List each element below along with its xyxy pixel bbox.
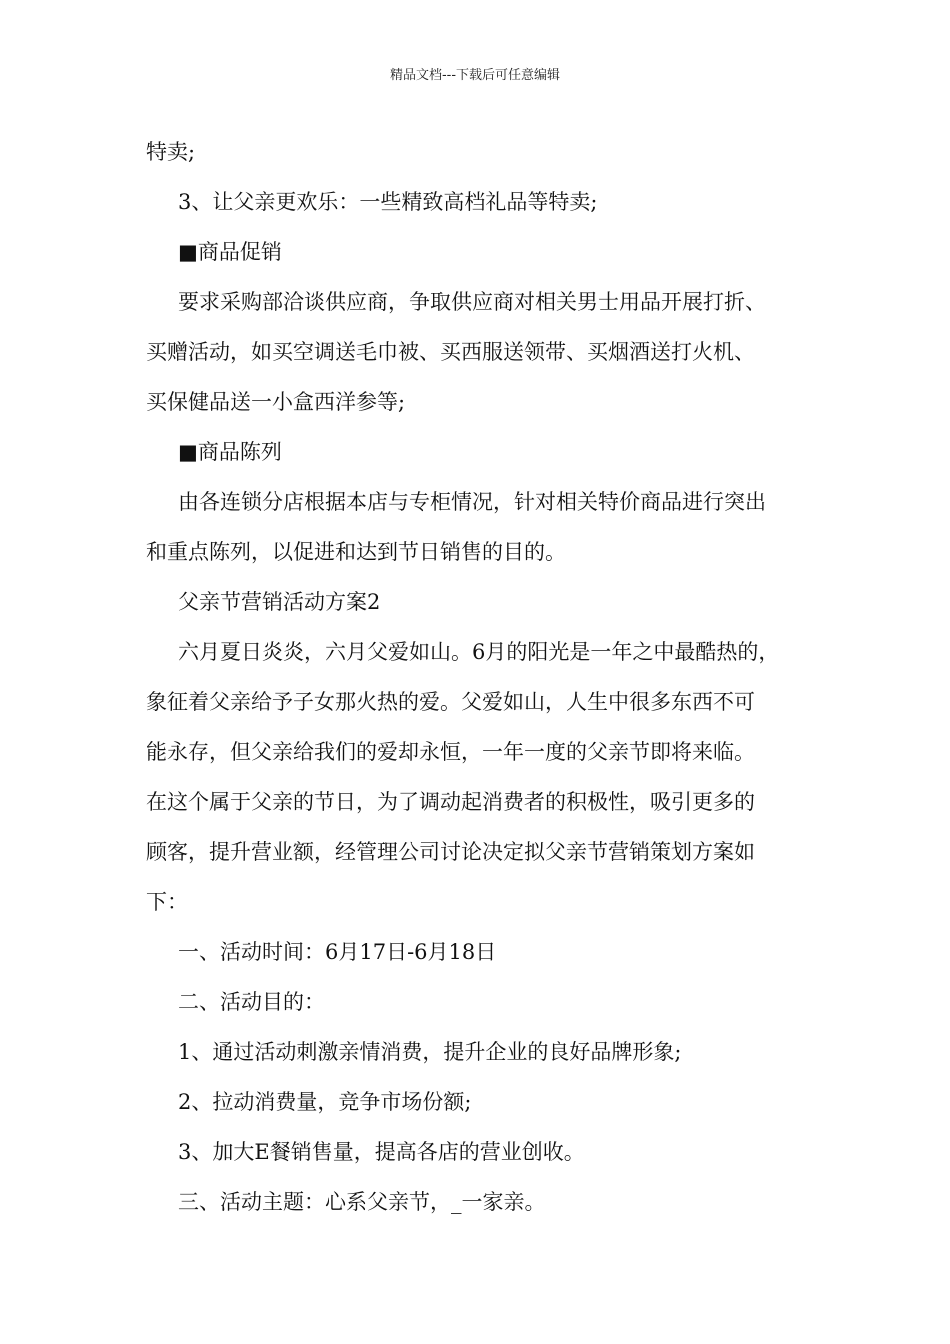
- text-line: 能永存，但父亲给我们的爱却永恒，一年一度的父亲节即将来临。: [146, 740, 755, 764]
- text-line: ■商品陈列: [178, 440, 282, 464]
- text-line: 三、活动主题：心系父亲节，_一家亲。: [178, 1190, 546, 1214]
- text-line: 3、加大E餐销售量，提高各店的营业创收。: [178, 1140, 585, 1164]
- text-line: 六月夏日炎炎，六月父爱如山。6月的阳光是一年之中最酷热的，: [178, 640, 780, 664]
- text-line: 由各连锁分店根据本店与专柜情况，针对相关特价商品进行突出: [178, 490, 766, 514]
- text-line: 顾客，提升营业额，经管理公司讨论决定拟父亲节营销策划方案如: [146, 840, 755, 864]
- page-header: 精品文档---下载后可任意编辑: [389, 68, 561, 83]
- text-line: 一、活动时间：6月17日-6月18日: [178, 940, 497, 964]
- text-line: 3、让父亲更欢乐：一些精致高档礼品等特卖;: [178, 190, 598, 214]
- text-line: 特卖;: [146, 140, 196, 164]
- text-line: 下：: [146, 890, 188, 914]
- text-line: 父亲节营销活动方案2: [178, 590, 381, 614]
- text-line: 要求采购部洽谈供应商，争取供应商对相关男士用品开展打折、: [178, 290, 766, 314]
- document-body: [146, 127, 808, 1227]
- text-line: ■商品促销: [178, 240, 282, 264]
- text-line: 和重点陈列，以促进和达到节日销售的目的。: [146, 540, 566, 564]
- text-line: 二、活动目的：: [178, 990, 325, 1014]
- text-line: 1、通过活动刺激亲情消费，提升企业的良好品牌形象;: [178, 1040, 682, 1064]
- text-line: 2、拉动消费量，竞争市场份额;: [178, 1090, 472, 1114]
- text-line: 买赠活动，如买空调送毛巾被、买西服送领带、买烟酒送打火机、: [146, 340, 755, 364]
- text-line: 在这个属于父亲的节日，为了调动起消费者的积极性，吸引更多的: [146, 790, 755, 814]
- text-line: 买保健品送一小盒西洋参等;: [146, 390, 406, 414]
- text-line: 象征着父亲给予子女那火热的爱。父爱如山，人生中很多东西不可: [146, 690, 755, 714]
